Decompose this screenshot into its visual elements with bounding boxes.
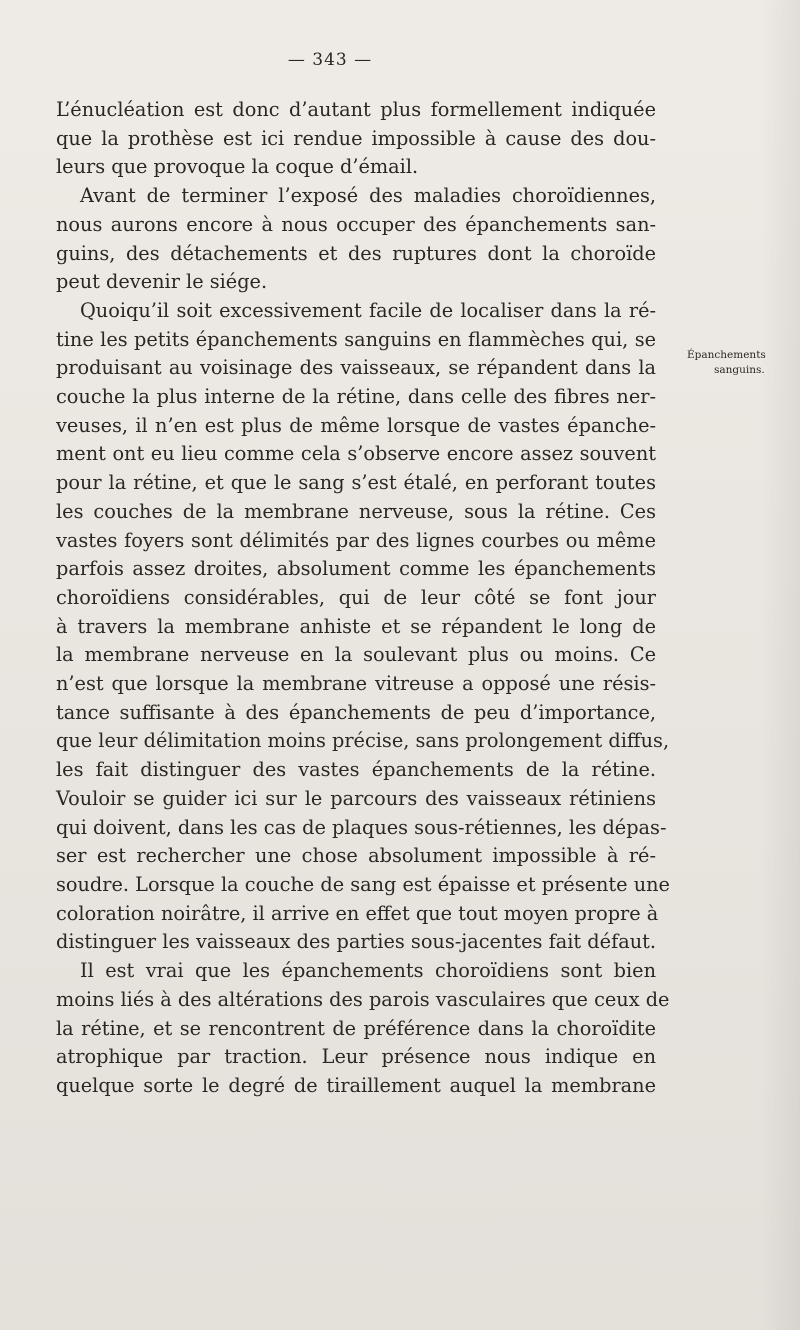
text-line-25: Vouloir se guider ici sur le parcours des vaisseaux rétiniens xyxy=(56,786,656,810)
text-line-10: produisant au voisinage des vaisseaux, se répandent dans la xyxy=(56,356,656,380)
text-line-27: ser est rechercher une chose absolument impossible à ré- xyxy=(56,844,656,868)
text-line-28: soudre. Lorsque la couche de sang est épaisse et présente une xyxy=(56,872,670,896)
text-line-20: la membrane nerveuse en la soulevant plus ou moins. Ce xyxy=(56,643,656,667)
text-line-9: tine les petits épanchements sanguins en flammèches qui, se xyxy=(56,327,656,351)
text-line-18: choroïdiens considérables, qui de leur côté se font jour xyxy=(56,585,656,609)
text-line-35: quelque sorte le degré de tiraillement auquel la membrane xyxy=(56,1073,656,1097)
text-line-3: leurs que provoque la coque d’émail. xyxy=(56,155,419,179)
text-line-14: pour la rétine, et que le sang s’est étalé, en perforant toutes xyxy=(56,471,656,495)
text-line-22: tance suffisante à des épanchements de peu d’importance, xyxy=(56,700,656,724)
text-line-31: Il est vrai que les épanchements choroïdiens sont bien xyxy=(80,959,656,983)
margin-note xyxy=(687,348,794,378)
body-text xyxy=(56,96,670,1101)
text-line-26: qui doivent, dans les cas de plaques sous-rétiennes, les dépas- xyxy=(56,815,667,839)
text-line-21: n’est que lorsque la membrane vitreuse a opposé une résis- xyxy=(56,672,656,696)
text-line-30: distinguer les vaisseaux des parties sous-jacentes fait défaut. xyxy=(56,930,656,954)
text-line-34: atrophique par traction. Leur présence nous indique en xyxy=(56,1045,656,1069)
margin-note-line-1: Épanchements xyxy=(687,349,766,361)
text-line-29: coloration noirâtre, il arrive en effet que tout moyen propre à xyxy=(56,901,659,925)
text-line-11: couche la plus interne de la rétine, dans celle des fibres ner- xyxy=(56,385,656,409)
text-line-33: la rétine, et se rencontrent de préférence dans la choroïdite xyxy=(56,1016,656,1040)
page-number: — 343 — xyxy=(287,50,373,70)
text-line-15: les couches de la membrane nerveuse, sous la rétine. Ces xyxy=(56,499,656,523)
margin-note-line-2: sanguins. xyxy=(714,364,765,376)
text-line-24: les fait distinguer des vastes épanchements de la rétine. xyxy=(56,758,656,782)
text-line-13: ment ont eu lieu comme cela s’observe encore assez souvent xyxy=(56,442,656,466)
text-line-12: veuses, il n’en est plus de même lorsque de vastes épanche- xyxy=(56,413,656,437)
text-line-2: que la prothèse est ici rendue impossible à cause des dou- xyxy=(56,126,656,150)
text-line-17: parfois assez droites, absolument comme les épanchements xyxy=(56,557,656,581)
text-line-16: vastes foyers sont délimités par des lignes courbes ou même xyxy=(56,528,656,552)
text-line-8: Quoiqu’il soit excessivement facile de localiser dans la ré- xyxy=(80,298,656,322)
text-line-7: peut devenir le siége. xyxy=(56,270,268,294)
text-line-19: à travers la membrane anhiste et se répandent le long de xyxy=(56,614,656,638)
text-line-32: moins liés à des altérations des parois vasculaires que ceux de xyxy=(56,987,670,1011)
text-line-23: que leur délimitation moins précise, sans prolongement diffus, xyxy=(56,729,670,753)
text-line-5: nous aurons encore à nous occuper des épanchements san- xyxy=(56,212,656,236)
text-line-6: guins, des détachements et des ruptures dont la choroïde xyxy=(56,241,656,265)
text-line-4: Avant de terminer l’exposé des maladies choroïdiennes, xyxy=(80,184,656,208)
text-line-1: L’énucléation est donc d’autant plus formellement indiquée xyxy=(56,98,656,121)
